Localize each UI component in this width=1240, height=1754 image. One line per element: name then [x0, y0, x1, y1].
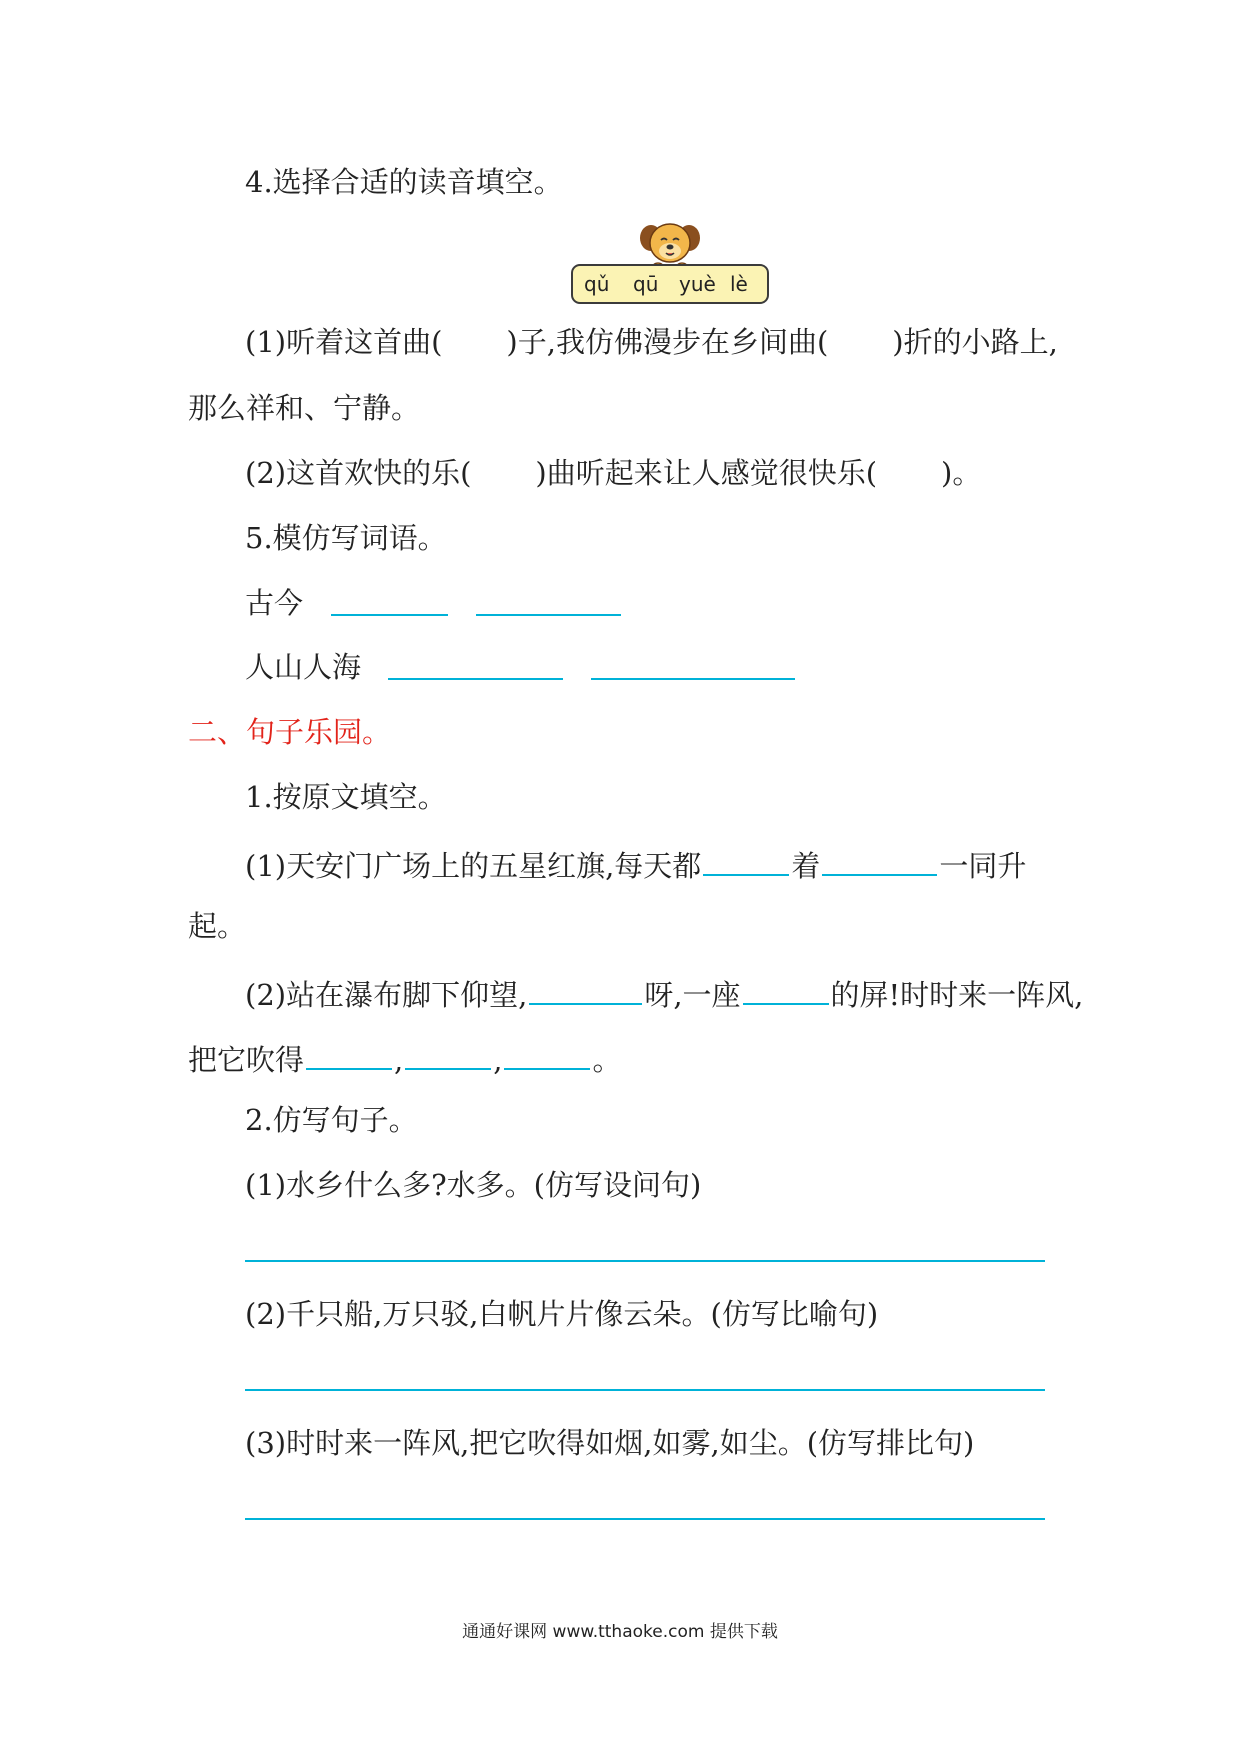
answer-line[interactable] [245, 1260, 1045, 1262]
section-2-heading: 二、句子乐园。 [188, 715, 392, 749]
example-word-1: 古今 [245, 586, 304, 620]
question-4-heading: 4.选择合适的读音填空。 [245, 165, 563, 199]
question-4-sentence-1-cont: 那么祥和、宁静。 [188, 391, 421, 425]
section-2-question-1-heading: 1.按原文填空。 [245, 780, 447, 814]
fill-sentence-1-cont: 起。 [188, 909, 247, 943]
word-blank[interactable] [476, 614, 621, 616]
fill-blank[interactable] [405, 1038, 491, 1070]
word-blank[interactable] [331, 614, 448, 616]
pinyin-option: qū [633, 272, 659, 296]
pinyin-option: lè [730, 272, 748, 296]
question-5-heading: 5.模仿写词语。 [245, 521, 447, 555]
fill-blank[interactable] [822, 844, 937, 876]
pinyin-options-box [571, 264, 769, 304]
imitation-prompt-3: (3)时时来一阵风,把它吹得如烟,如雾,如尘。(仿写排比句) [245, 1426, 975, 1460]
answer-line[interactable] [245, 1389, 1045, 1391]
pinyin-option: qǔ [584, 272, 610, 296]
fill-blank[interactable] [504, 1038, 590, 1070]
fill-blank[interactable] [306, 1038, 392, 1070]
example-word-2: 人山人海 [245, 650, 362, 684]
footer-source: 通通好课网 www.tthaoke.com 提供下载 [462, 1622, 778, 1642]
answer-line[interactable] [245, 1518, 1045, 1520]
imitation-prompt-1: (1)水乡什么多?水多。(仿写设问句) [245, 1168, 702, 1202]
word-blank[interactable] [388, 678, 563, 680]
word-blank[interactable] [591, 678, 795, 680]
question-4-sentence-2: (2)这首欢快的乐( )曲听起来让人感觉很快乐( )。 [245, 456, 982, 490]
pinyin-option: yuè [679, 272, 716, 296]
fill-blank[interactable] [529, 973, 642, 1005]
section-2-question-2-heading: 2.仿写句子。 [245, 1103, 418, 1137]
fill-blank[interactable] [743, 973, 829, 1005]
fill-sentence-1: (1)天安门广场上的五星红旗,每天都 着 一同升 [245, 844, 1026, 884]
fill-sentence-2-cont: 把它吹得 , , 。 [188, 1038, 621, 1078]
imitation-prompt-2: (2)千只船,万只驳,白帆片片像云朵。(仿写比喻句) [245, 1297, 879, 1331]
question-4-sentence-1: (1)听着这首曲( )子,我仿佛漫步在乡间曲( )折的小路上, [245, 325, 1058, 359]
fill-blank[interactable] [703, 844, 789, 876]
fill-sentence-2: (2)站在瀑布脚下仰望, 呀,一座 的屏!时时来一阵风, [245, 973, 1083, 1013]
